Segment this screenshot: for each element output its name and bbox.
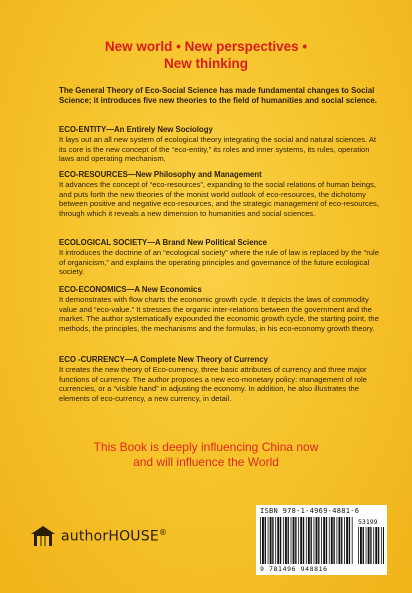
publisher-name: authorHOUSE® (61, 527, 168, 545)
section-body: It creates the new theory of Eco-currency, three basic attributes of currency and three major functions of currency. The author proposes a new eco-monetary policy: management of role currencies, or a “visible hand” in adjusting the economy. In addition, he also illustrates the elements of eco-currency, a new currency, in detail. (59, 365, 367, 403)
price-code: 53199 (358, 518, 378, 526)
tagline-line-1: New world • New perspectives • (104, 39, 308, 54)
section-ecological-society (59, 238, 379, 277)
section-heading: ECO-ECONOMICS—A New Economics (59, 285, 202, 294)
publisher-house-icon (30, 525, 56, 547)
closing-statement (0, 440, 412, 470)
isbn-number: ISBN 978-1-4969-4881-6 (260, 507, 360, 515)
barcode (256, 505, 387, 575)
section-eco-entity (59, 125, 379, 164)
section-body: It advances the concept of “eco-resources”, expanding to the social relations of human beings, and puts forth the new theories of the monist world outlook of eco-resources, the dichotomy between positive and negative eco-resources, and the strategic management of eco-resources, through which it reveals a new dimension to humanities and social sciences. (59, 180, 379, 218)
closing-line-2: and will influence the World (133, 455, 279, 469)
closing-line-1: This Book is deeply influencing China now (93, 440, 319, 454)
tagline (0, 38, 412, 72)
section-heading: ECOLOGICAL SOCIETY—A Brand New Political Science (59, 238, 267, 247)
barcode-digits: 9 781496 948816 (260, 565, 328, 573)
section-eco-currency (59, 355, 379, 403)
section-eco-economics (59, 285, 379, 333)
intro-paragraph: The General Theory of Eco-Social Science has made fundamental changes to Social Science; it introduces five new theories to the field of humanities and social science. (59, 86, 377, 105)
tagline-line-2: New thinking (164, 56, 248, 71)
section-eco-resources (59, 170, 379, 218)
section-heading: ECO -CURRENCY—A Complete New Theory of Currency (59, 355, 268, 364)
section-body: It introduces the doctrine of an “ecological society” where the rule of law is replaced by the “rule of organicism,” and explains the operating principles and governance of the future ecological society. (59, 248, 379, 277)
publisher-logo (30, 525, 167, 547)
barcode-bars-addon (358, 527, 384, 564)
section-body: It demonstrates with flow charts the economic growth cycle. It depicts the laws of commodity value and “eco-value.” It stresses the organic inter-relations between the government and the market. The author systematically expounded the economic growth cycle, the starting point, the methods, the principles, the mechanisms and the formulas, in his eco-economy growth theory. (59, 295, 379, 333)
section-heading: ECO-ENTITY—An Entirely New Sociology (59, 125, 213, 134)
section-heading: ECO-RESOURCES—New Philosophy and Management (59, 170, 262, 179)
section-body: It lays out an all new system of ecological theory integrating the social and natural sciences. At its core is the new concept of the “eco-entity,” its roles and inner systems, its rules, operation laws and operating mechanism. (59, 135, 377, 164)
barcode-bars-main (260, 517, 354, 564)
